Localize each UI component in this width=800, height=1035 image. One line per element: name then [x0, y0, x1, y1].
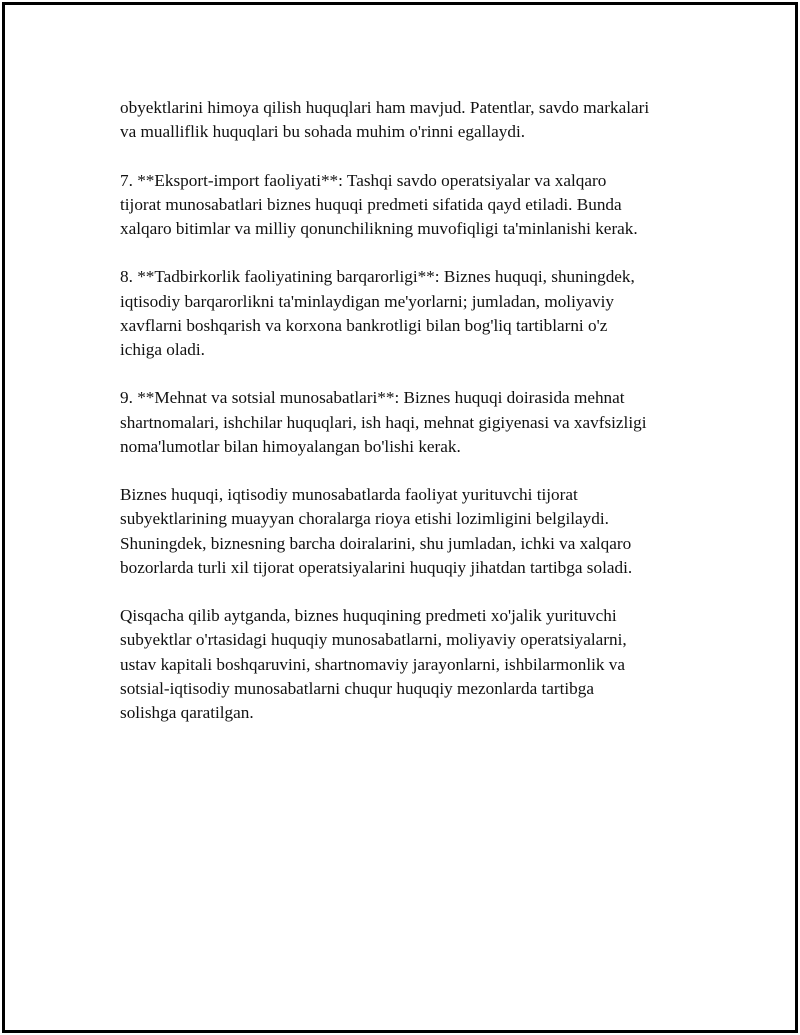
paragraph-export-import: 7. **Eksport-import faoliyati**: Tashqi savdo operatsiyalar va xalqaro tijorat munosabatlari biznes huquqi predmeti sifatida qayd etiladi. Bunda xalqaro bitimlar va milliy qonunchilikning muvofiqligi ta'minlanishi kerak. [120, 170, 638, 238]
paragraph-ip-rights: obyektlarini himoya qilish huquqlari ham mavjud. Patentlar, savdo markalari va mualliflik huquqlari bu sohada muhim o'rinni egallaydi. [120, 98, 650, 142]
document-page [2, 2, 798, 1033]
paragraph-business-stability: 8. **Tadbirkorlik faoliyatining barqarorligi**: Biznes huquqi, shuningdek, iqtisodiy barqarorlikni ta'minlaydigan me'yorlarni; jumladan, moliyaviy xavflarni boshqarish va korxona bankrotligi bilan bog'liq tartiblarni o'z ichiga oladi. [120, 267, 635, 359]
paragraph-business-law-summary: Biznes huquqi, iqtisodiy munosabatlarda faoliyat yurituvchi tijorat subyektlarining muayyan choralarga rioya etishi lozimligini belgilaydi. Shuningdek, biznesning barcha doiralarini, shu jumladan, ichki va xalqaro bozorlarda turli xil tijorat operatsiyalarini huquqiy jihatdan tartibga soladi. [120, 485, 633, 577]
paragraph-conclusion: Qisqacha qilib aytganda, biznes huquqining predmeti xo'jalik yurituvchi subyektlar o'rtasidagi huquqiy munosabatlarni, moliyaviy operatsiyalarni, ustav kapitali boshqaruvini, shartnomaviy jarayonlarni, ishbilarmonlik va sotsial-iqtisodiy munosabatlarni chuqur huquqiy mezonlarda tartibga solishga qaratilgan. [120, 606, 627, 722]
paragraph-labor-relations: 9. **Mehnat va sotsial munosabatlari**: Biznes huquqi doirasida mehnat shartnomalari, ishchilar huquqlari, ish haqi, mehnat gigiyenasi va xavfsizligi noma'lumotlar bilan himoyalangan bo'lishi kerak. [120, 388, 647, 456]
document-body [120, 96, 710, 749]
